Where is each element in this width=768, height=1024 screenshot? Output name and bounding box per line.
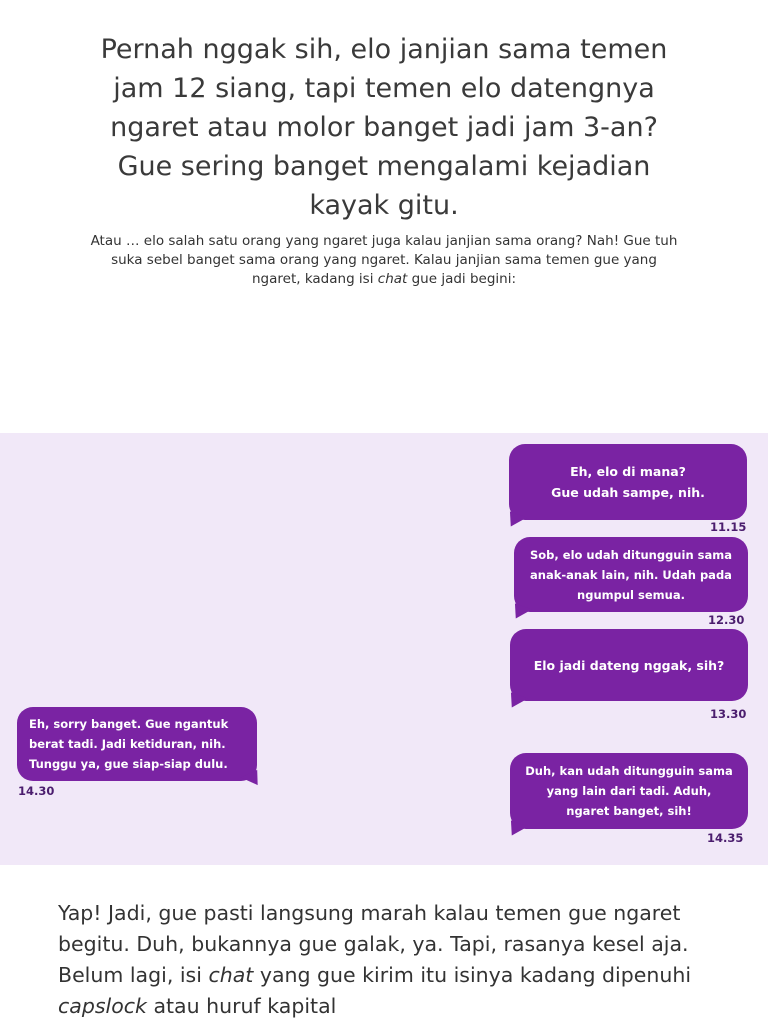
- intro-text-end: gue jadi begini:: [407, 271, 517, 287]
- chat-time-2: 12.30: [708, 613, 745, 627]
- body-italic-chat: chat: [208, 963, 254, 987]
- intro-paragraph: [90, 232, 678, 289]
- intro-text: Atau … elo salah satu orang yang ngaret juga kalau janjian sama orang? Nah! Gue tuh suka sebel banget sama orang yang ngaret. Kalau janjian sama temen gue yang ngaret, kadang isi: [90, 233, 678, 287]
- chat-illustration: [0, 433, 768, 865]
- chat-time-1: 11.15: [710, 520, 747, 534]
- intro-italic: chat: [377, 271, 408, 287]
- body-paragraph: [58, 898, 718, 1022]
- chat-bubble-5: Duh, kan udah ditungguin sama yang lain dari tadi. Aduh, ngaret banget, sih!: [510, 753, 748, 829]
- chat-bubble-3: Elo jadi dateng nggak, sih?: [510, 629, 748, 701]
- article-headline: Pernah nggak sih, elo janjian sama temen jam 12 siang, tapi temen elo datengnya ngaret atau molor banget jadi jam 3-an? Gue sering banget mengalami kejadian kayak gitu.: [100, 34, 668, 221]
- body-text-1: Yap! Jadi, gue pasti langsung marah kalau temen gue ngaret begitu. Duh, bukannya gue galak, ya. Tapi, rasanya kesel aja. Belum lagi, isi: [58, 901, 689, 987]
- body-italic-capslock: capslock: [58, 994, 147, 1018]
- chat-bubble-4: Eh, sorry banget. Gue ngantuk berat tadi. Jadi ketiduran, nih. Tunggu ya, gue siap-siap dulu.: [17, 707, 257, 781]
- body-text-2: yang gue kirim itu isinya kadang dipenuhi: [253, 963, 692, 987]
- body-text-3: atau huruf kapital: [146, 994, 337, 1018]
- chat-bubble-2: Sob, elo udah ditungguin sama anak-anak lain, nih. Udah pada ngumpul semua.: [514, 537, 748, 612]
- chat-bubble-1: Eh, elo di mana? Gue udah sampe, nih.: [509, 444, 747, 520]
- chat-time-5: 14.35: [707, 831, 744, 845]
- chat-time-4: 14.30: [18, 784, 55, 798]
- chat-time-3: 13.30: [710, 707, 747, 721]
